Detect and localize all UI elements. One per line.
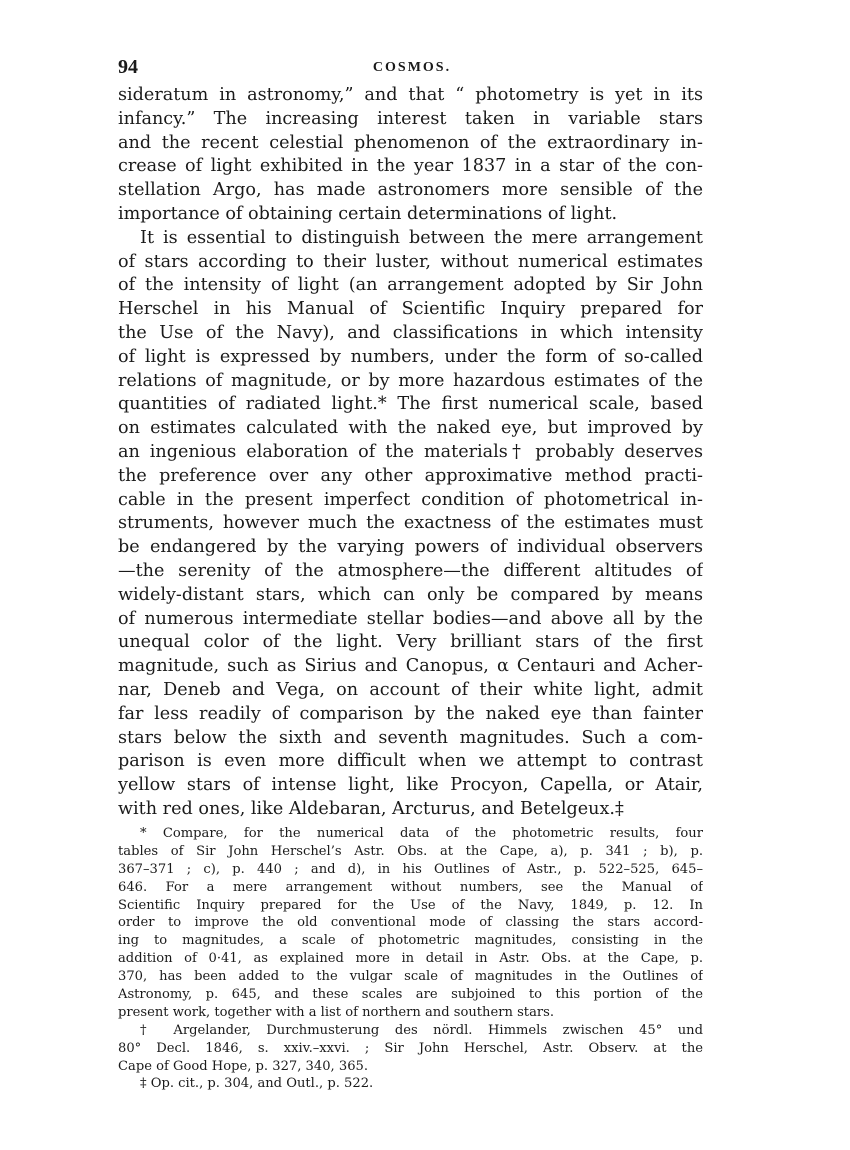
- body-line: stellation Argo, has made astronomers more sensible of the: [118, 180, 703, 201]
- body-line: unequal color of the light. Very brilliant stars of the first: [118, 632, 703, 653]
- footnote-line: 646. For a mere arrangement without numbers, see the Manual of: [118, 879, 703, 895]
- body-line: an ingenious elaboration of the materials† probably deserves: [118, 441, 703, 462]
- footnote-line: Scientific Inquiry prepared for the Use of the Navy, 1849, p. 12. In: [118, 897, 703, 913]
- body-line: Herschel in his Manual of Scientific Inquiry prepared for: [118, 299, 703, 320]
- body-line: crease of light exhibited in the year 1837 in a star of the con-: [118, 156, 703, 177]
- body-line: magnitude, such as Sirius and Canopus, α Centauri and Acher-: [118, 656, 703, 677]
- body-line: quantities of radiated light.* The first numerical scale, based: [118, 394, 703, 415]
- footnote-line: ing to magnitudes, a scale of photometric magnitudes, consisting in the: [118, 933, 703, 949]
- body-line: and the recent celestial phenomenon of the extraordinary in-: [118, 132, 703, 153]
- footnotes: [118, 825, 703, 1093]
- body-line: —the serenity of the atmosphere—the different altitudes of: [118, 560, 703, 581]
- body-line: It is essential to distinguish between the mere arrangement: [140, 227, 703, 248]
- body-line: be endangered by the varying powers of individual observers: [118, 537, 703, 558]
- body-line: sideratum in astronomy,” and that “ photometry is yet in its: [118, 85, 703, 105]
- body-line: of light is expressed by numbers, under the form of so-called: [118, 346, 703, 367]
- body-text: [118, 84, 703, 822]
- body-line: struments, however much the exactness of the estimates must: [118, 513, 703, 534]
- body-line: of stars according to their luster, without numerical estimates: [118, 251, 703, 272]
- body-line: the Use of the Navy), and classifications in which intensity: [118, 322, 703, 343]
- body-line: the preference over any other approximative method practi-: [118, 465, 703, 486]
- footnote-line: addition of 0·41, as explained more in detail in Astr. Obs. at the Cape, p.: [118, 951, 703, 967]
- body-line: of the intensity of light (an arrangement adopted by Sir John: [118, 275, 703, 296]
- body-line: infancy.” The increasing interest taken in variable stars: [118, 108, 703, 129]
- running-title: COSMOS.: [372, 60, 452, 75]
- footnote-line: Astronomy, p. 645, and these scales are subjoined to this portion of the: [118, 987, 703, 1003]
- body-line: stars below the sixth and seventh magnitudes. Such a com-: [118, 727, 703, 748]
- body-line: relations of magnitude, or by more hazardous estimates of the: [118, 370, 703, 391]
- body-line: widely-distant stars, which can only be compared by means: [118, 584, 703, 605]
- footnote-line: present work, together with a list of northern and southern stars.: [118, 1004, 555, 1020]
- body-line: far less readily of comparison by the naked eye than fainter: [118, 703, 703, 724]
- footnote-line: ‡ Op. cit., p. 304, and Outl., p. 522.: [140, 1076, 374, 1092]
- page-header: [118, 46, 706, 86]
- footnote-line: 80° Decl. 1846, s. xxiv.–xxvi. ; Sir John Herschel, Astr. Observ. at the: [118, 1040, 703, 1056]
- footnote-line: tables of Sir John Herschel’s Astr. Obs. at the Cape, a), p. 341 ; b), p.: [118, 843, 703, 859]
- body-line: nar, Deneb and Vega, on account of their white light, admit: [118, 679, 703, 700]
- body-line: on estimates calculated with the naked eye, but improved by: [118, 418, 703, 439]
- body-line: with red ones, like Aldebaran, Arcturus, and Betelgeux.‡: [118, 798, 624, 819]
- body-line: parison is even more difficult when we attempt to contrast: [118, 751, 703, 772]
- footnote-line: 367–371 ; c), p. 440 ; and d), in his Outlines of Astr., p. 522–525, 645–: [118, 861, 703, 877]
- footnote-line: † Argelander, Durchmusterung des nördl. Himmels zwischen 45° und: [140, 1022, 703, 1038]
- footnote-line: Cape of Good Hope, p. 327, 340, 365.: [118, 1058, 369, 1074]
- body-line: of numerous intermediate stellar bodies—and above all by the: [118, 608, 703, 629]
- footnote-line: order to improve the old conventional mode of classing the stars accord-: [118, 915, 703, 931]
- body-line: cable in the present imperfect condition of photometrical in-: [118, 489, 703, 510]
- body-line: importance of obtaining certain determinations of light.: [118, 203, 618, 224]
- page-number: 94: [118, 56, 138, 78]
- body-line: yellow stars of intense light, like Procyon, Capella, or Atair,: [118, 775, 703, 796]
- footnote-line: * Compare, for the numerical data of the photometric results, four: [140, 826, 703, 841]
- footnote-line: 370, has been added to the vulgar scale of magnitudes in the Outlines of: [118, 969, 703, 985]
